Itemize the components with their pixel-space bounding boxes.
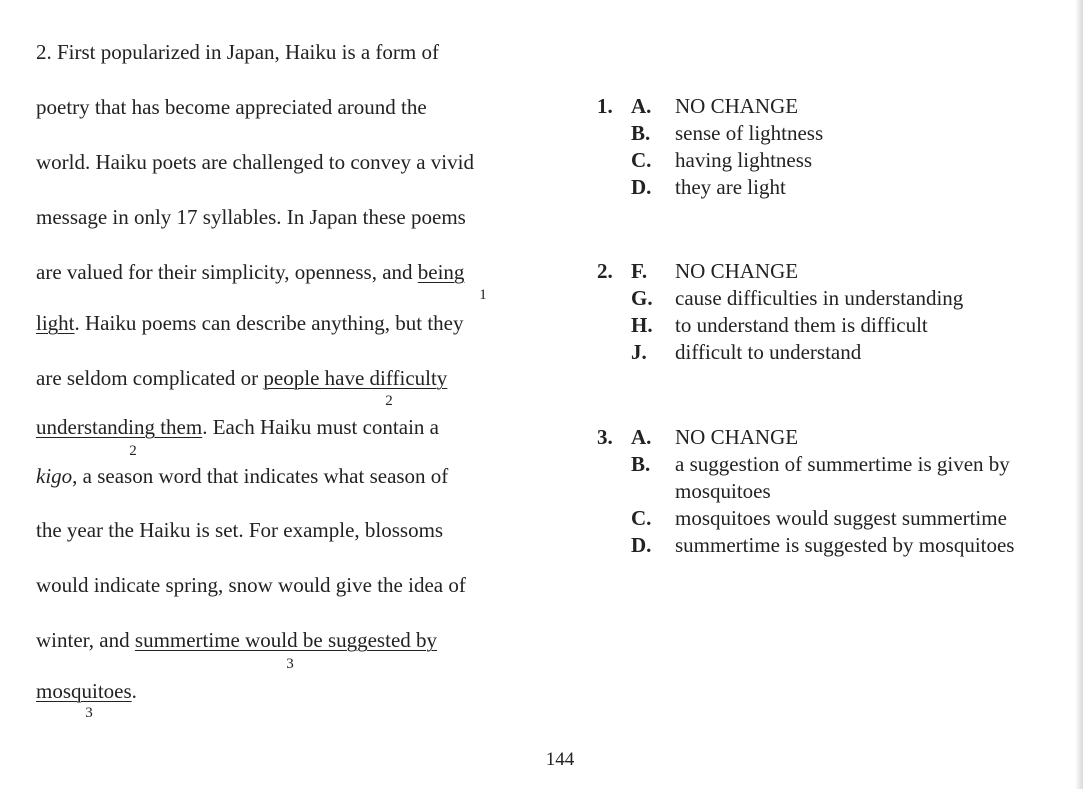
question-1 [597,93,1067,201]
passage-line-12: winter, and summertime would be suggested by [36,628,438,652]
passage-line-5: are valued for their simplicity, openness, and being [36,260,465,284]
question-1-option-d[interactable]: D. they are light [631,175,786,199]
question-3-option-b[interactable]: B. a suggestion of summertime is given by mosquitoes [631,452,1010,503]
page-number: 144 [545,749,575,770]
marker-1: 1 [479,287,487,303]
question-2-option-f[interactable]: 2. F. NO CHANGE [597,259,799,283]
passage-line-1: 2. First popularized in Japan, Haiku is a form of [36,40,439,64]
passage-line-11: would indicate spring, snow would give the idea of [36,573,466,597]
question-3-option-a[interactable]: 3. A. NO CHANGE [597,425,799,449]
underlined-understanding-them: understanding them [36,415,203,439]
passage-line-2: poetry that has become appreciated around the [36,95,427,119]
marker-2a: 2 [385,393,393,409]
question-number: 2. [597,259,613,283]
question-number: 1. [597,94,613,118]
page-edge-shadow [1075,0,1083,789]
marker-3a: 3 [286,656,294,672]
question-2-option-j[interactable]: J. difficult to understand [631,340,862,364]
question-number: 3. [597,425,613,449]
underlined-being: being [417,260,465,284]
marker-3b: 3 [85,705,93,721]
underlined-summertime: summertime would be suggested by [134,628,438,652]
underlined-mosquitoes: mosquitoes [36,679,132,703]
passage-line-3: world. Haiku poets are challenged to convey a vivid [36,150,474,174]
passage [36,0,556,730]
passage-line-13: mosquitoes. [36,679,137,703]
passage-line-8: understanding them. Each Haiku must contain a [36,415,439,439]
question-3-option-c[interactable]: C. mosquitoes would suggest summertime [631,506,1007,530]
question-1-option-a[interactable]: 1. A. NO CHANGE [597,94,799,118]
question-1-option-b[interactable]: B. sense of lightness [631,121,824,145]
passage-line-6: light. Haiku poems can describe anything, but they [36,311,464,335]
passage-line-7: are seldom complicated or people have difficulty [36,366,448,390]
marker-2b: 2 [129,443,137,459]
question-2 [597,258,1067,366]
underlined-people-have-difficulty: people have difficulty [263,366,448,390]
question-3-option-d[interactable]: D. summertime is suggested by mosquitoes [631,533,1015,557]
passage-line-4: message in only 17 syllables. In Japan these poems [36,205,466,229]
passage-line-9: kigo, a season word that indicates what season of [36,464,449,488]
question-2-option-g[interactable]: G. cause difficulties in understanding [631,286,964,310]
underlined-light: light [36,311,75,335]
question-1-option-c[interactable]: C. having lightness [631,148,813,172]
question-2-option-h[interactable]: H. to understand them is difficult [631,313,928,337]
passage-line-10: the year the Haiku is set. For example, blossoms [36,518,444,542]
kigo-term: kigo [36,464,73,488]
question-3 [597,424,1067,559]
